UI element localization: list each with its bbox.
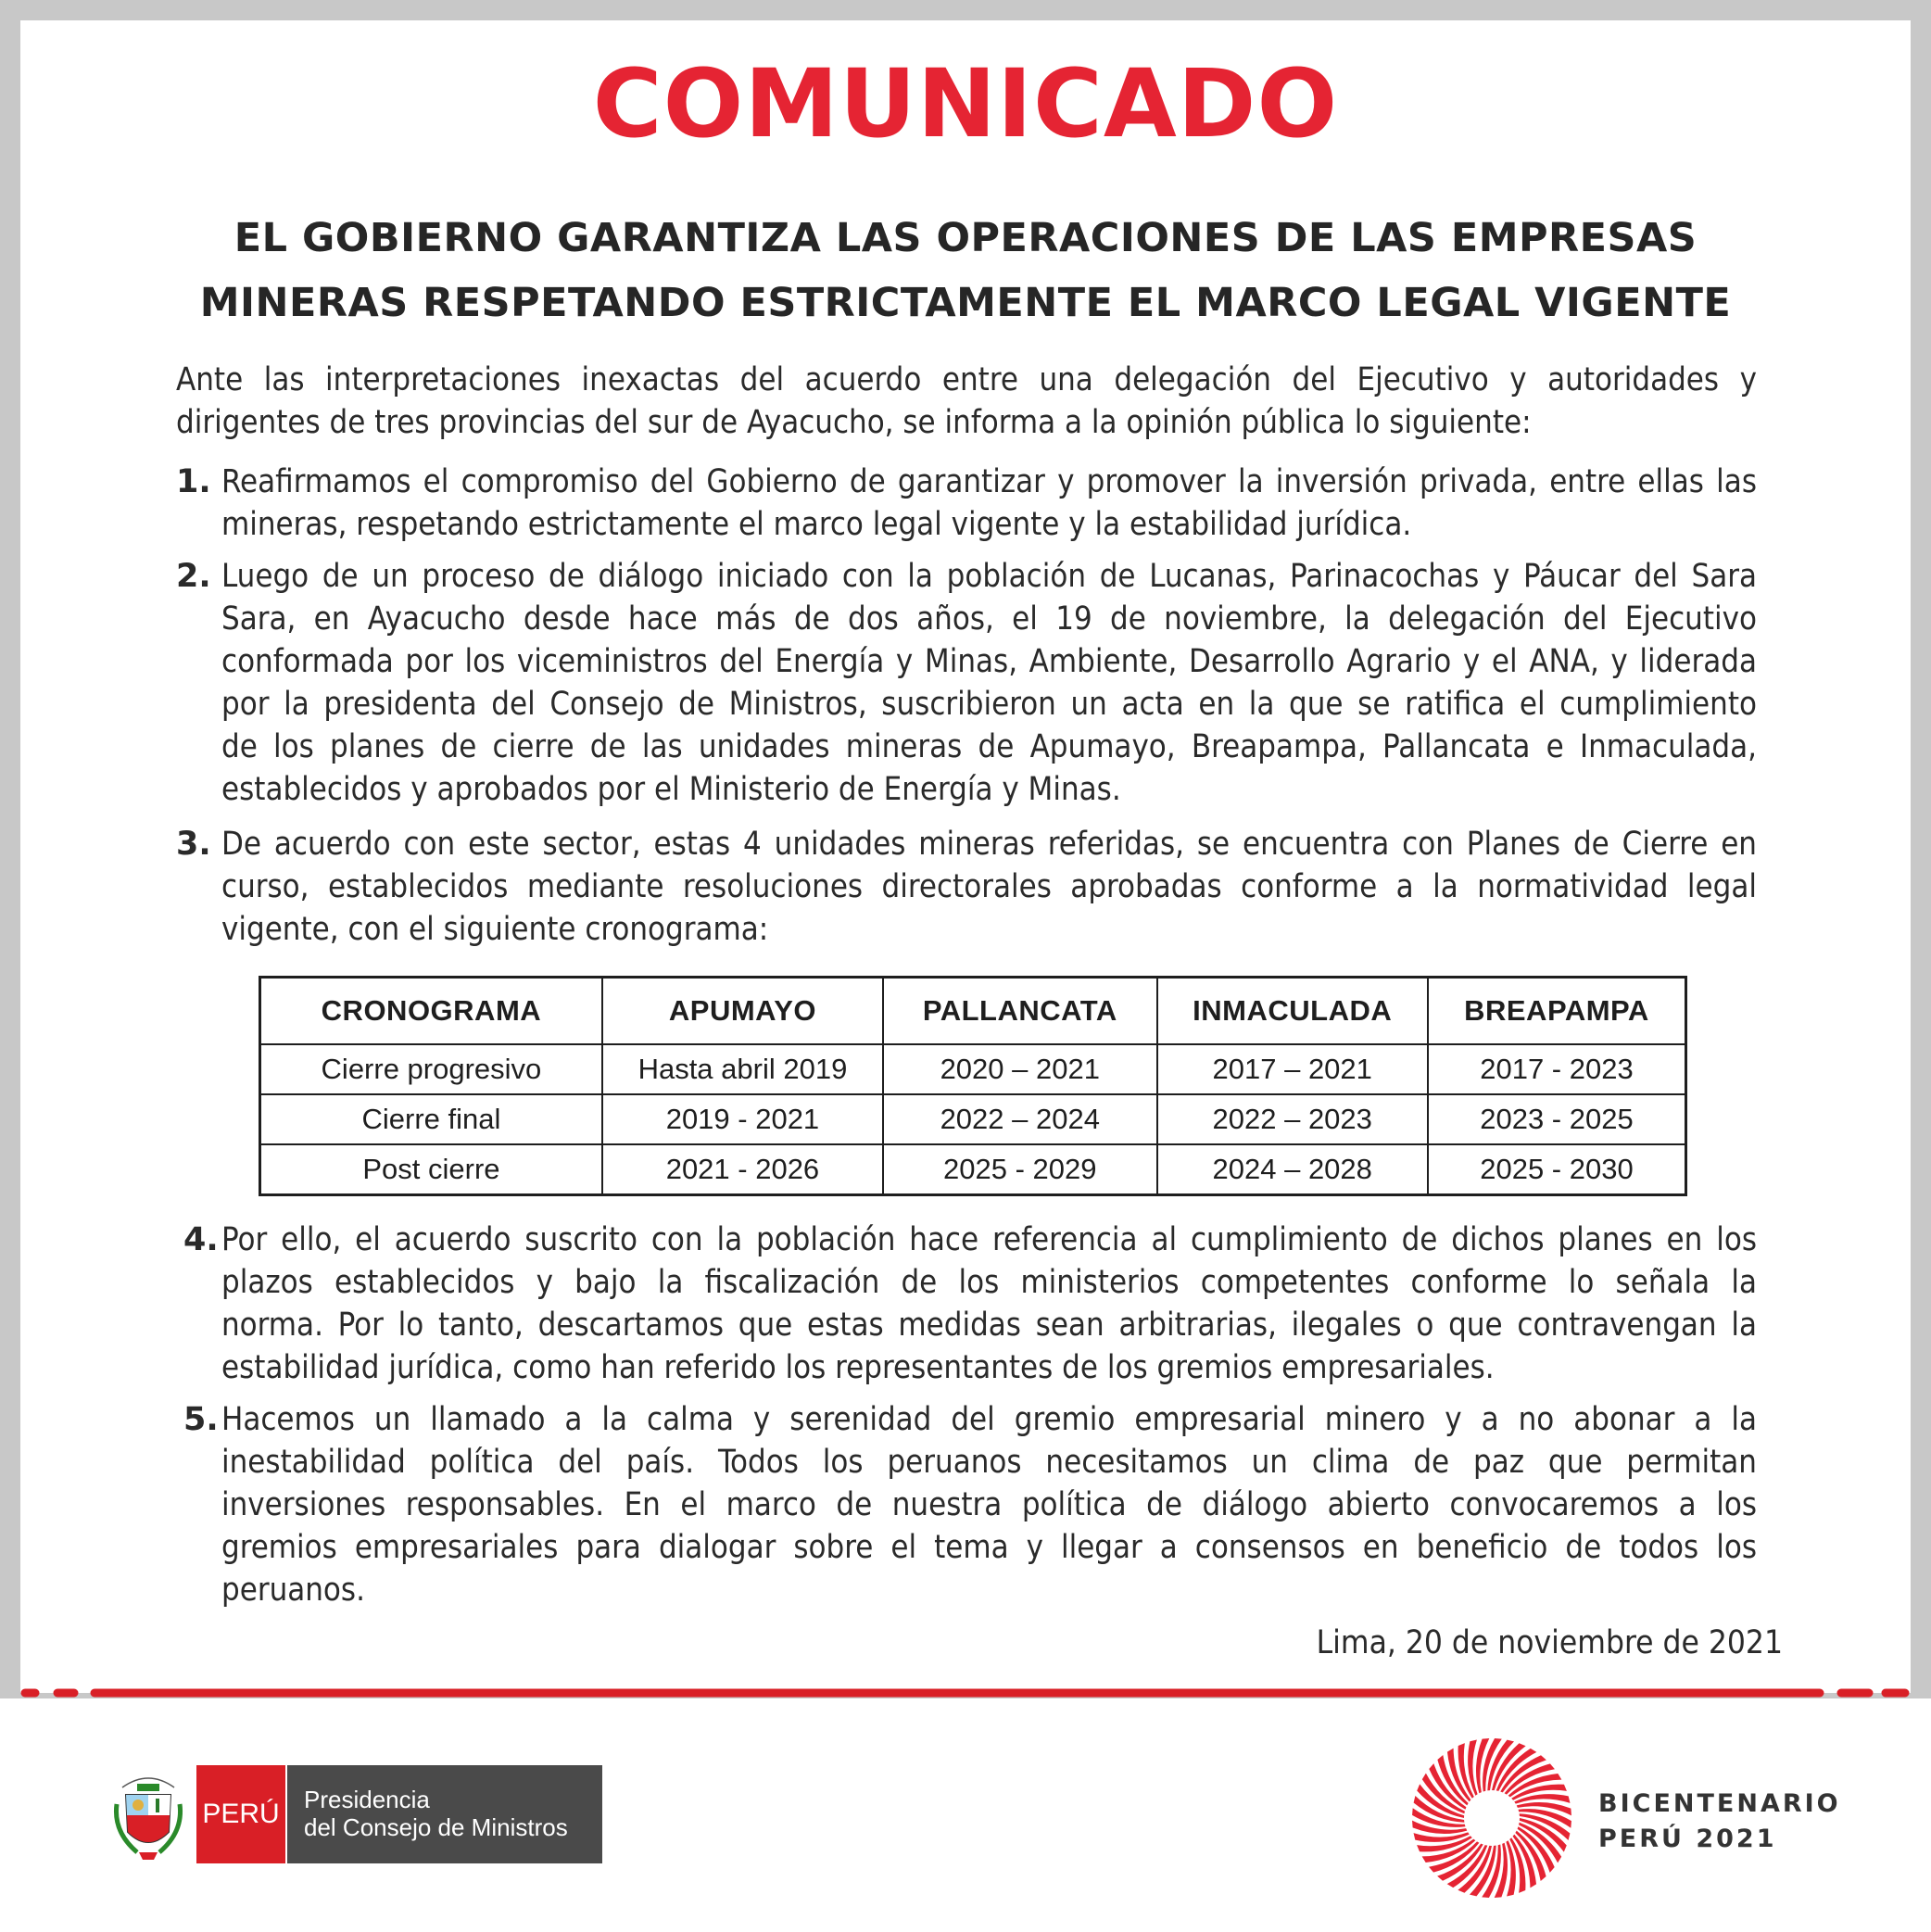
table-cell: 2019 - 2021	[602, 1094, 883, 1144]
column-header: BREAPAMPA	[1428, 978, 1686, 1045]
dashed-divider	[20, 1688, 1911, 1698]
pcm-line: del Consejo de Ministros	[304, 1813, 568, 1841]
list-item	[176, 555, 1757, 811]
column-header: PALLANCATA	[883, 978, 1156, 1045]
table-cell: 2023 - 2025	[1428, 1094, 1686, 1144]
item-line: inversiones responsables. En el marco de nuestra política de diálogo abierto convocaremos a los	[221, 1486, 1757, 1523]
list-item	[176, 823, 1757, 951]
table-cell: 2024 – 2028	[1157, 1144, 1428, 1195]
list-item	[176, 461, 1757, 546]
item-line: Sara, en Ayacucho desde hace más de dos años, el 19 de noviembre, la delegación del Ejecutivo	[221, 600, 1757, 638]
page-title: COMUNICADO	[592, 49, 1339, 159]
item-line: establecidos y aprobados por el Ministerio de Energía y Minas.	[221, 771, 1121, 808]
table-cell: 2022 – 2023	[1157, 1094, 1428, 1144]
item-line: Por ello, el acuerdo suscrito con la población hace referencia al cumplimiento de dichos planes en los	[221, 1221, 1757, 1258]
item-line: Reafirmamos el compromiso del Gobierno de garantizar y promover la inversión privada, entre ellas las	[221, 463, 1757, 500]
item-line: de los planes de cierre de las unidades mineras de Apumayo, Breapampa, Pallancata e Inmaculada,	[221, 728, 1757, 765]
column-header: CRONOGRAMA	[260, 978, 602, 1045]
table-cell: Cierre progresivo	[260, 1044, 602, 1094]
intro-line: dirigentes de tres provincias del sur de Ayacucho, se informa a la opinión pública lo siguiente:	[176, 404, 1532, 441]
item-number: 2.	[176, 558, 211, 595]
item-line: conformada por los viceministros del Energía y Minas, Ambiente, Desarrollo Agrario y el ANA, y liderada	[221, 643, 1757, 680]
table-row	[260, 1144, 1686, 1195]
table-cell: 2017 - 2023	[1428, 1044, 1686, 1094]
item-line: curso, establecidos mediante resoluciones directorales aprobadas conforme a la normatividad legal	[221, 868, 1757, 905]
intro-paragraph	[176, 359, 1757, 444]
column-header: APUMAYO	[602, 978, 883, 1045]
table-header-row	[260, 978, 1686, 1045]
table-cell: 2021 - 2026	[602, 1144, 883, 1195]
item-text	[221, 823, 1757, 951]
bicentenario-line: PERÚ 2021	[1598, 1825, 1777, 1853]
column-header: INMACULADA	[1157, 978, 1428, 1045]
item-line: vigente, con el siguiente cronograma:	[221, 911, 769, 948]
subtitle-line: EL GOBIERNO GARANTIZA LAS OPERACIONES DE LAS EMPRESAS	[233, 215, 1698, 261]
table-cell: 2025 - 2029	[883, 1144, 1156, 1195]
table-cell: 2025 - 2030	[1428, 1144, 1686, 1195]
item-text	[221, 555, 1757, 811]
page-subtitle	[139, 206, 1792, 335]
item-text	[221, 461, 1757, 546]
item-line: plazos establecidos y bajo la fiscalización de los ministerios competentes conforme lo señala la	[221, 1264, 1757, 1301]
item-line: Hacemos un llamado a la calma y serenidad del gremio empresarial minero y a no abonar a la	[221, 1401, 1757, 1438]
subtitle-line: MINERAS RESPETANDO ESTRICTAMENTE EL MARCO LEGAL VIGENTE	[199, 280, 1732, 326]
table-row	[260, 1044, 1686, 1094]
item-line: inestabilidad política del país. Todos los peruanos necesitamos un clima de paz que permitan	[221, 1444, 1757, 1481]
item-line: peruanos.	[221, 1572, 365, 1609]
table-cell: Hasta abril 2019	[602, 1044, 883, 1094]
list-item	[183, 1398, 1757, 1611]
table-cell: Post cierre	[260, 1144, 602, 1195]
table-cell: 2017 – 2021	[1157, 1044, 1428, 1094]
intro-line: Ante las interpretaciones inexactas del acuerdo entre una delegación del Ejecutivo y autoridades y	[176, 361, 1757, 398]
item-line: mineras, respetando estrictamente el marco legal vigente y la estabilidad jurídica.	[221, 506, 1412, 543]
list-item	[183, 1219, 1757, 1389]
schedule-table	[259, 976, 1687, 1196]
pcm-line: Presidencia	[304, 1786, 430, 1813]
item-line: norma. Por lo tanto, descartamos que estas medidas sean arbitrarias, ilegales o que contravengan la	[221, 1307, 1757, 1344]
item-line: Luego de un proceso de diálogo iniciado con la población de Lucanas, Parinacochas y Páucar del Sara	[221, 558, 1757, 595]
document-date: Lima, 20 de noviembre de 2021	[1316, 1624, 1783, 1661]
item-line: por la presidenta del Consejo de Ministros, suscribieron un acta en la que se ratifica el cumplimiento	[221, 686, 1757, 723]
table-cell: 2020 – 2021	[883, 1044, 1156, 1094]
item-line: estabilidad jurídica, como han referido los representantes de los gremios empresariales.	[221, 1349, 1495, 1386]
bicentenario-label	[1598, 1787, 1841, 1857]
table-cell: 2022 – 2024	[883, 1094, 1156, 1144]
peru-label: PERÚ	[196, 1765, 285, 1863]
bicentenario-sun-icon	[1408, 1735, 1575, 1901]
coat-of-arms-icon	[109, 1767, 187, 1863]
pcm-label	[287, 1765, 602, 1863]
item-line: De acuerdo con este sector, estas 4 unidades mineras referidas, se encuentra con Planes de Cierre en	[221, 826, 1757, 863]
item-number: 3.	[176, 826, 211, 863]
table-row	[260, 1094, 1686, 1144]
item-line: gremios empresariales para dialogar sobre el tema y llegar a consensos en beneficio de todos los	[221, 1529, 1757, 1566]
item-number: 4.	[183, 1221, 219, 1258]
item-number: 1.	[176, 463, 211, 500]
item-text	[221, 1398, 1757, 1611]
item-number: 5.	[183, 1401, 219, 1438]
bicentenario-line: BICENTENARIO	[1598, 1789, 1841, 1818]
item-text	[221, 1219, 1757, 1389]
table-cell: Cierre final	[260, 1094, 602, 1144]
